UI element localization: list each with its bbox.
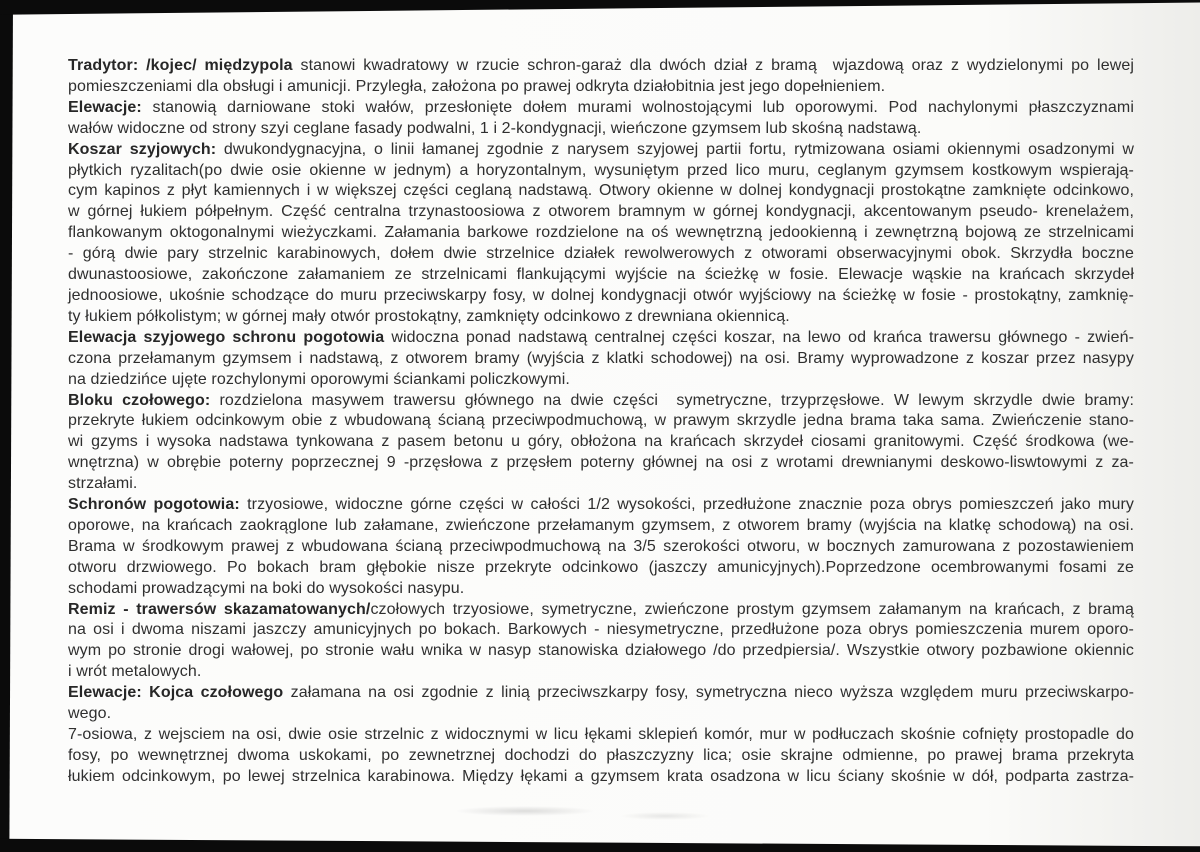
- paragraph: [68, 98, 1134, 140]
- text-line: [68, 56, 1134, 77]
- line-text: Brama w środkowym prawej z wbudowana ścianą przeciwpodmuchową na 3/5 szerokości otworu, w bocznych zamurowana z pozostawieniem: [68, 537, 1134, 555]
- text-line: [68, 244, 1134, 265]
- line-text: dwukondygnacyjna, o linii łamanej zgodnie z narysem szyjowej partii fortu, rytmizowana osiami okiennymi osadzonymi w: [216, 140, 1135, 158]
- line-text: stanowią darniowane stoki wałów, przesłonięte dołem murami wolnostojącymi lub oporowymi. Pod nachylonymi płaszczyznami: [141, 98, 1134, 116]
- line-text: i wrót metalowych.: [68, 663, 202, 681]
- line-text: czołowych trzyosiowe, symetryczne, zwieńczone prostym gzymsem załamanym na krańcach, z bramą: [370, 600, 1134, 618]
- text-line: [68, 307, 1134, 328]
- line-text: jednoosiowe, ukośnie schodzące do muru przeciwskarpy fosy, w dolnej kondygnacji otwór wyjściowy na ścieżkę w fosie - prostokątny, zamknię-: [68, 286, 1134, 304]
- bold-lead: Elewacje:: [68, 98, 142, 116]
- text-line: [68, 181, 1134, 202]
- line-text: płytkich ryzalitach(po dwie osie okienne w jednym) a horyzontalnym, wysuniętym przed lico muru, ceglanym gzymsem kostkowym wspierają-: [68, 161, 1134, 179]
- text-line: [68, 537, 1134, 558]
- text-line: [68, 662, 1134, 683]
- bold-lead: Koszar szyjowych:: [68, 140, 217, 158]
- line-text: na osi i dwoma niszami jaszczy amunicyjnych po bokach. Barkowych - niesymetryczne, przedłużone poza obrys pomieszczenia murem oporo-: [68, 621, 1134, 639]
- text-line: [68, 683, 1134, 704]
- text-line: [68, 495, 1134, 516]
- text-line: [68, 161, 1134, 182]
- line-text: 7-osiowa, z wejsciem na osi, dwie osie strzelnic z widocznymi w licu łękami sklepień komór, mur w podłuczach skośnie cofnięty prostopadle do: [68, 726, 1134, 743]
- text-line: [68, 140, 1134, 161]
- paragraph: [68, 140, 1134, 328]
- text-line: [68, 620, 1134, 641]
- text-line: [68, 411, 1134, 432]
- text-line: [68, 453, 1134, 474]
- paragraph: [68, 56, 1134, 98]
- line-text: trzyosiowe, widoczne górne części w całości 1/2 wysokości, przedłużone znacznie poza obrys pomieszczeń jako mury: [239, 496, 1134, 514]
- paragraph: [68, 495, 1134, 600]
- line-text: cym kapinos z płyt kamiennych i w większej części ceglaną nadstawą. Otwory okienne w dolnej kondygnacji prostokątne zamknięte odcinkowo,: [68, 182, 1134, 200]
- text-line: [68, 265, 1134, 286]
- bold-lead: Schronów pogotowia:: [68, 496, 240, 514]
- text-line: [68, 746, 1134, 767]
- document-text: [68, 56, 1134, 788]
- line-text: załamana na osi zgodnie z linią przeciwszkarpy fosy, symetryczna nieco wyższa względem muru przeciwskarpo-: [283, 684, 1134, 702]
- line-text: pomieszczeniami dla obsługi i amunicji. Przyległa, założona po prawej odkryta działobitnia jest jego dopełnieniem.: [68, 77, 886, 95]
- text-line: [68, 432, 1134, 453]
- text-line: [68, 767, 1134, 788]
- line-text: rozdzielona masywem trawersu głównego na dwie części symetryczne, trzyprzęsłowe. W lewym skrzydle dwie bramy:: [210, 391, 1134, 409]
- line-text: łukiem odcinkowym, po lewej strzelnica karabinowa. Między łękami a gzymsem krata osadzona w licu ściany skośnie w dół, podparta zastrza-: [68, 767, 1134, 785]
- line-text: dwunastoosiowe, zakończone załamaniem ze strzelnicami flankującymi wyjście na ścieżkę w fosie. Elewacje wąskie na krańcach skrzydeł: [68, 266, 1134, 284]
- line-text: wnętrzna) w obrębie poterny poprzecznej 9 -przęsłowa z przęsłem poterny głównej na osi z wrotami drewnianymi deskowo-liswtowymi z za-: [68, 454, 1134, 472]
- paragraph: [68, 328, 1134, 391]
- text-line: [68, 474, 1134, 495]
- text-line: [68, 349, 1134, 370]
- line-text: - górą dwie pary strzelnic karabinowych, dołem dwie strzelnice działek rewolwerowych z otworami obserwacyjnymi obok. Skrzydła boczne: [68, 245, 1134, 263]
- line-text: strzałami.: [68, 475, 138, 493]
- bold-lead: Bloku czołowego:: [68, 391, 211, 409]
- line-text: widoczna ponad nadstawą centralnej części koszar, na lewo od krańca trawersu głównego - zwień-: [384, 328, 1135, 346]
- line-text: schodami prowadzącymi na boki do wysokości nasypu.: [68, 579, 465, 597]
- text-line: [68, 119, 1134, 140]
- text-line: [68, 98, 1134, 119]
- line-text: ty łukiem półkolistym; w górnej mały otwór prostokątny, zamknięty odcinkowo z drewniana okiennicą.: [68, 307, 790, 325]
- text-line: [68, 516, 1134, 537]
- line-text: przekryte łukiem odcinkowym obie z wbudowaną ścianą przeciwpodmuchową, w prawym skrzydle jedna brama taka sama. Zwieńczenie stano-: [68, 412, 1134, 430]
- line-text: fosy, po wewnętrznej dwoma uskokami, po zewnetrznej dochodzi do płaszczyzny lica; osie skrajne odmienne, po prawej brama przekryta: [68, 746, 1134, 764]
- text-line: [68, 391, 1134, 412]
- paragraph: [68, 683, 1134, 725]
- paragraph: [68, 725, 1134, 788]
- bold-lead: Tradytor: /kojec/ międzypola: [68, 57, 293, 74]
- paragraph: [68, 391, 1134, 496]
- text-line: [68, 641, 1134, 662]
- paragraph: [68, 600, 1134, 684]
- text-line: [68, 579, 1134, 600]
- text-line: [68, 286, 1134, 307]
- line-text: czona przełamanym gzymsem i nadstawą, z otworem bramy (wyjścia z klatki schodowej) na osi. Bramy wyprowadzone z koszar przez nasypy: [68, 349, 1134, 367]
- line-text: wałów widoczne od strony szyi ceglane fasady podwalni, 1 i 2-kondygnacji, wieńczone gzymsem lub skośną nadstawą.: [68, 119, 922, 137]
- text-line: [68, 370, 1134, 391]
- text-line: [68, 202, 1134, 223]
- text-line: [68, 77, 1134, 98]
- bold-lead: Elewacja szyjowego schronu pogotowia: [68, 328, 385, 346]
- text-line: [68, 704, 1134, 725]
- text-line: [68, 223, 1134, 244]
- line-text: otworu drzwiowego. Po bokach bram głębokie nisze przekryte odcinkowo (jaszczy amunicyjnych).Poprzedzone ocembrowanymi fosami ze: [68, 558, 1134, 576]
- line-text: wi gzyms i wysoka nadstawa tynkowana z pasem betonu u góry, obłożona na krańcach skrzydeł ciosami granitowymi. Część środkowa (we-: [68, 433, 1134, 451]
- line-text: na dziedzińce ujęte rozchylonymi oporowymi ściankami policzkowymi.: [68, 370, 570, 388]
- text-line: [68, 328, 1134, 349]
- text-line: [68, 558, 1134, 579]
- line-text: flankowanym oktogonalnymi wieżyczkami. Załamania barkowe rozdzielone na oś wewnętrzną jedookienną i zewnętrzną bojową ze strzelnicami: [68, 224, 1134, 242]
- text-line: [68, 600, 1134, 621]
- bold-lead: Remiz - trawersów skazamatowanych/: [68, 600, 371, 618]
- line-text: wym po stronie drogi wałowej, po stronie wału wnika w nasyp stanowiska działowego /do przedpiersia/. Wszystkie otwory pozbawione okiennic: [68, 642, 1134, 660]
- line-text: stanowi kwadratowy w rzucie schron-garaż dla dwóch dział z bramą wjazdową oraz z wydzielonymi po lewej: [292, 57, 1134, 74]
- text-line: [68, 725, 1134, 746]
- bold-lead: Elewacje: Kojca czołowego: [68, 684, 284, 702]
- line-text: wego.: [68, 705, 112, 723]
- line-text: oporowe, na krańcach zaokrąglone lub załamane, zwieńczone przełamanym gzymsem, z otworem bramy (wyjścia na klatkę schodową) na osi.: [68, 516, 1134, 534]
- line-text: w górnej łukiem półpełnym. Część centralna trzynastoosiowa z otworem bramnym w górnej kondygnacji, akcentowanym pseudo- krenelażem,: [68, 203, 1134, 221]
